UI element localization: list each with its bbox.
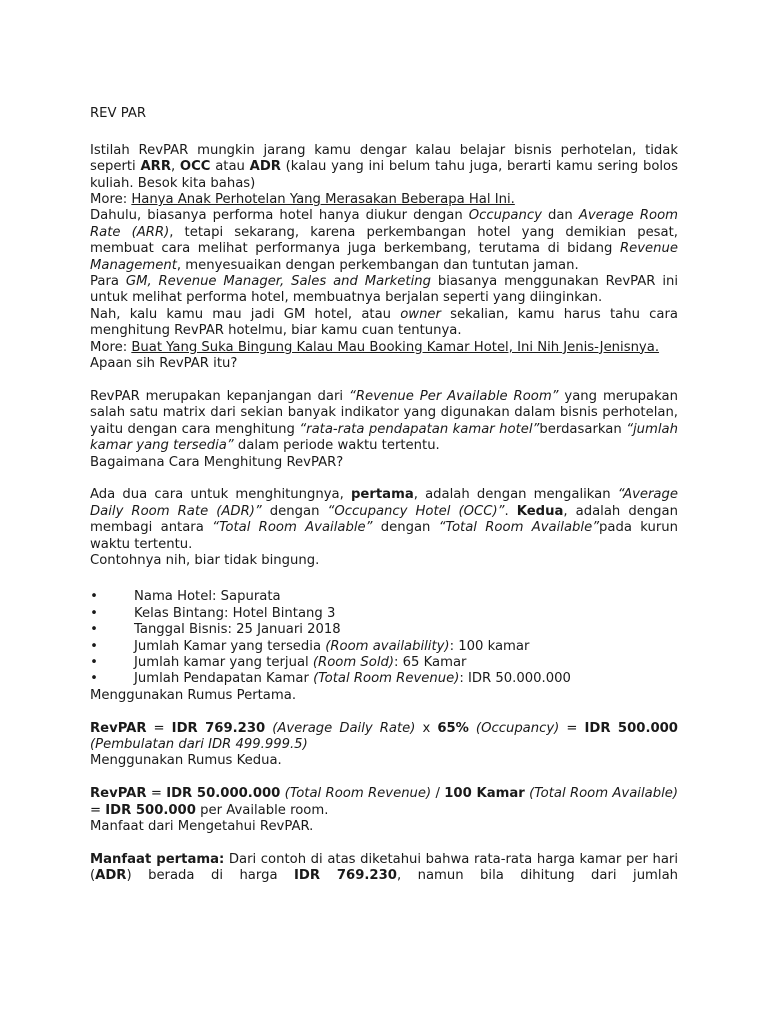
list-item: • Nama Hotel: Sapurata [90,589,678,605]
benefit-heading: Manfaat dari Mengetahui RevPAR. [90,818,314,834]
formula-1: RevPAR = IDR 769.230 (Average Daily Rate) x 65% (Occupancy) = IDR 500.000 (Pembulatan dari IDR 499.999.5) [90,720,678,752]
example-intro: Contohnya nih, biar tidak bingung. [90,552,320,568]
list-item: • Tanggal Bisnis: 25 Januari 2018 [90,622,678,638]
more-line-2: More: Buat Yang Suka Bingung Kalau Mau Booking Kamar Hotel, Ini Nih Jenis-Jenisnya. [90,339,660,355]
more-line-1: More: Hanya Anak Perhotelan Yang Merasakan Beberapa Hal Ini. [90,192,515,208]
more-link-1[interactable]: Hanya Anak Perhotelan Yang Merasakan Beberapa Hal Ini. [131,192,515,208]
bullet-icon: • [90,589,98,605]
formula-2: RevPAR = IDR 50.000.000 (Total Room Revenue) / 100 Kamar (Total Room Available) = IDR 500.000 per Available room. [90,786,679,818]
bullet-icon: • [90,671,98,687]
bullet-icon: • [90,622,98,638]
formula-2-heading: Menggunakan Rumus Kedua. [90,753,282,769]
list-item: • Kelas Bintang: Hotel Bintang 3 [90,606,678,622]
roles-paragraph: Para GM, Revenue Manager, Sales and Marketing biasanya menggunakan RevPAR ini untuk melihat performa hotel, membuatnya berjalan seperti yang diinginkan. [90,274,679,306]
definition-paragraph: RevPAR merupakan kepanjangan dari “Revenue Per Available Room” yang merupakan salah satu matrix dari sekian banyak indikator yang digunakan dalam bisnis perhotelan, yaitu dengan cara menghitung “rata-rata pendapatan kamar hotel”berdasarkan “jumlah kamar yang tersedia” dalam periode waktu tertentu. [90,388,678,454]
more-link-2[interactable]: Buat Yang Suka Bingung Kalau Mau Booking Kamar Hotel, Ini Nih Jenis-Jenisnya. [131,339,660,355]
intro-paragraph: Istilah RevPAR mungkin jarang kamu dengar kalau belajar bisnis perhotelan, tidak seperti ARR, OCC atau ADR (kalau yang ini belum tahu juga, berarti kamu sering bolos kuliah. Besok kita bahas) [90,142,678,191]
question-what-is-revpar: Apaan sih RevPAR itu? [90,356,238,372]
list-item: • Jumlah kamar yang terjual (Room Sold): 65 Kamar [90,655,678,671]
methods-paragraph: Ada dua cara untuk menghitungnya, pertama, adalah dengan mengalikan “Average Daily Room Rate (ADR)” dengan “Occupancy Hotel (OCC)”. Kedua, adalah dengan membagi antara “Total Room Available” dengan “Total Room Available”pada kurun waktu tertentu. [90,487,678,552]
owner-paragraph: Nah, kalu kamu mau jadi GM hotel, atau owner sekalian, kamu harus tahu cara menghitung RevPAR hotelmu, biar kamu cuan tentunya. [90,306,678,339]
document-title: REV PAR [90,106,147,121]
bullet-icon: • [90,654,98,670]
history-paragraph: Dahulu, biasanya performa hotel hanya diukur dengan Occupancy dan Average Room Rate (ARR), tetapi sekarang, karena perkembangan hotel yang demikian pesat, membuat cara melihat performanya juga berkembang, terutama di bidang Revenue Management, menyesuaikan dengan perkembangan dan tuntutan jaman. [90,208,678,273]
list-item: • Jumlah Kamar yang tersedia (Room availability): 100 kamar [90,639,678,655]
bullet-icon: • [90,638,98,654]
formula-1-heading: Menggunakan Rumus Pertama. [90,687,297,703]
list-item: • Jumlah Pendapatan Kamar (Total Room Revenue): IDR 50.000.000 [90,671,678,687]
benefit-paragraph: Manfaat pertama: Dari contoh di atas diketahui bahwa rata-rata harga kamar per hari (ADR) berada di harga IDR 769.230, namun bila dihitung dari jumlah [90,851,679,884]
bullet-icon: • [90,605,98,621]
example-list [90,589,678,687]
question-how-to-calc: Bagaimana Cara Menghitung RevPAR? [90,454,344,470]
